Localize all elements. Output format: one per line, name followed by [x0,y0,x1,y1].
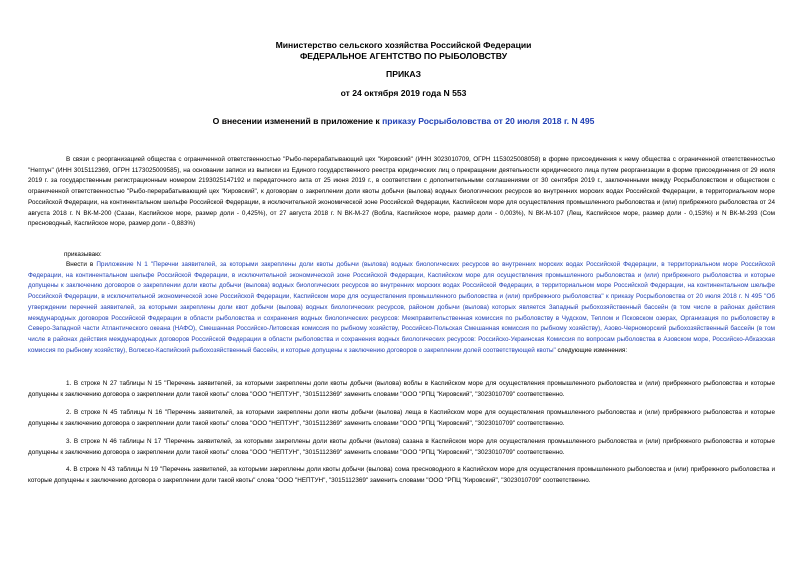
ministry-title: Министерство сельского хозяйства Российской Федерации [275,40,532,50]
list-item-3: 3. В строке N 46 таблицы N 17 "Перечень заявителей, за которыми закреплены доли квоты добычи (вылова) сазана в Каспийском море для осуществления промышленного рыболовства и (или) прибрежного рыболовства и которые допущены к заключению договора о закреплении доли такой квоты" слова "ООО "НЕПТУН", "3015112369" заменить словами "ООО "РПЦ "Кировский", "3023010709" соответственно. [28,438,775,456]
doc-type: ПРИКАЗ [386,69,421,79]
order-word: приказываю: [64,251,102,258]
subject-prefix: О внесении изменений в приложение к [212,116,383,126]
list-item-4: 4. В строке N 43 таблицы N 19 "Перечень заявителей, за которыми закреплены доли квоты добычи (вылова) сома пресноводного в Каспийском море для осуществления промышленного рыболовства и (или) прибрежного рыболовства и которые допущены к заключению договора о закреплении доли такой квоты" слова "ООО "НЕПТУН", "3015112369" заменить словами "ООО "РПЦ "Кировский", "3023010709" соответственно. [28,466,775,484]
appendix-link[interactable]: Приложение N 1 "Перечни заявителей, за которыми закреплены доли квоты добычи (вылова) водных биологических ресурсов во внутренних морских водах Российской Федерации, в территориальном море Российской Федерации, на континентальном шельфе Российской Федерации, в исключительной экономической зоне Российской Федерации, Каспийском море для осуществления промышленного рыболовства и (или) прибрежного рыболовства и которые допущены к заключению договоров о закреплении доли квоты добычи (вылова) водных биологических ресурсов во внутренних морских водах Российской Федерации, в территориальном море Российской Федерации, на континентальном шельфе Российской Федерации, в исключительной экономической зоне Российской Федерации, Каспийском море для осуществления промышленного рыболовства и (или) прибрежного рыболовства" к приказу Росрыболовства от 20 июля 2018 г. N 495 "Об утверждении перечней заявителей, за которыми закреплены доли квот добычи (вылова) водных биологических ресурсов, районом добычи (вылова) которых является Западный рыбохозяйственный бассейн (в том числе в районах действия международных договоров Российской Федерации в области рыболовства и сохранения водных биологических ресурсов: Межправительственная комиссия по рыболовству в Чудском, Теплом и Псковском озерах, Организация по рыболовству в Северо-Западной части Атлантического океана (НАФО), Смешанная Российско-Литовская комиссия по рыбному хозяйству, Российско-Польская Смешанная комиссия по рыбному хозяйству), Азово-Черноморский рыбохозяйственный бассейн (в том числе в районах действия международных договоров Российской Федерации в области рыболовства и сохранения водных биологических ресурсов: Российско-Украинская Комиссия по вопросам рыболовства в Азовском море, Российско-Абхазская комиссия по рыбному хозяйству), Волжско-Каспийский рыбохозяйственный бассейн, и которые допущены к заключению договоров о закреплении долей соответствующей квоты" [28,261,776,354]
list-item-2: 2. В строке N 45 таблицы N 16 "Перечень заявителей, за которыми закреплены доли квоты добычи (вылова) леща в Каспийском море для осуществления промышленного рыболовства и (или) прибрежного рыболовства и которые допущены к заключению договора о закреплении доли такой квоты" слова "ООО "НЕПТУН", "3015112369" заменить словами "ООО "РПЦ "Кировский", "3023010709" соответственно. [28,409,775,427]
agency-title: ФЕДЕРАЛЬНОЕ АГЕНТСТВО ПО РЫБОЛОВСТВУ [299,51,508,61]
subject-order-link[interactable]: приказу Росрыболовства от 20 июля 2018 г. N 495 [382,116,595,126]
main-clause-suffix: следующие изменения: [555,346,628,354]
main-clause-prefix: Внести в [66,261,97,268]
main-clause-paragraph [28,260,775,356]
list-item-1: 1. В строке N 27 таблицы N 15 "Перечень заявителей, за которыми закреплены доли квоты добычи (вылова) воблы в Каспийском море для осуществления промышленного рыболовства и (или) прибрежного рыболовства и которые допущены к заключению договора о закреплении доли такой квоты" слова "ООО "НЕПТУН", "3015112369" заменить словами "ООО "РПЦ "Кировский", "3023010709" соответственно. [28,380,775,398]
preamble-paragraph: В связи с реорганизацией общества с ограниченной ответственностью "Рыбо-перерабатывающий цех "Кировский" (ИНН 3023010709, ОГРН 1153025008058) в форме присоединения к нему общества с ограниченной ответственностью "Нептун" (ИНН 3015112369, ОГРН 1173025009585), на основании записи из выписки из Единого государственного реестра юридических лиц о прекращении деятельности юридического лица путем реорганизации в форме присоединения от 29 июля 2019 г. за государственным регистрационным номером 2193025147192 и передаточного акта от 25 июня 2019 г., в соответствии с дополнительными соглашениями от 30 сентября 2019 г., заключенными между Росрыболовством и обществом с ограниченной ответственностью "Рыбо-перерабатывающий цех "Кировский", к договорам о закреплении доли квоты добычи (вылова) водных биологических ресурсов во внутренних морских водах Российской Федерации, в территориальном море Российской Федерации, на континентальном шельфе Российской Федерации, в исключительной экономической зоне Российской Федерации, Каспийском море для осуществления промышленного рыболовства и (или) прибрежного рыболовства от 24 августа 2018 г. N ВК-М-200 (Сазан, Каспийское море, размер доли - 0,425%), от 27 августа 2018 г. N ВК-М-27 (Вобла, Каспийское море, размер доли - 0,003%), N ВК-М-107 (Лещ, Каспийское море, размер доли - 0,153%) и N ВК-М-293 (Сом пресноводный, Каспийское море, размер доли - 0,883%) [28,156,775,228]
doc-subject [0,115,807,127]
doc-date-number: от 24 октября 2019 года N 553 [340,88,467,98]
